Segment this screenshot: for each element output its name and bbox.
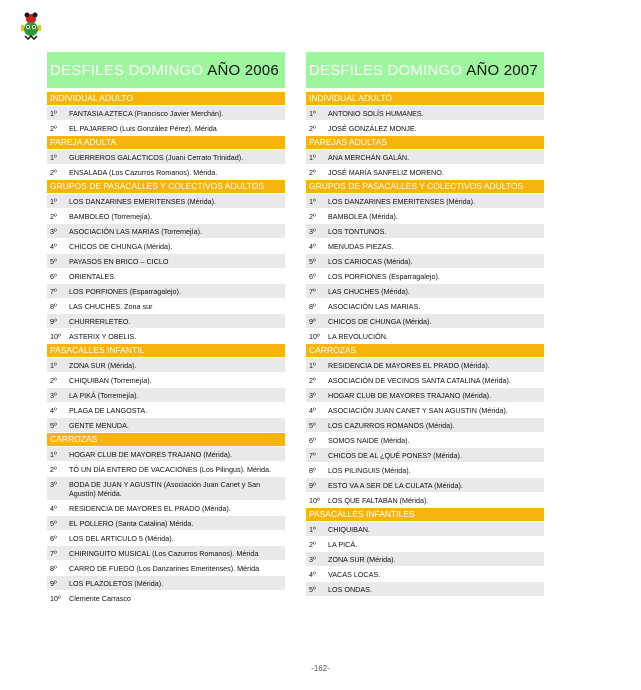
result-position: 4º bbox=[50, 406, 57, 415]
result-entry: TÓ UN DÍA ENTERO DE VACACIONES (Los Pilingus). Mérida. bbox=[69, 465, 271, 474]
result-row bbox=[47, 575, 285, 590]
result-row bbox=[47, 387, 285, 402]
result-position: 5º bbox=[309, 585, 316, 594]
section-heading: CARROZAS bbox=[306, 343, 544, 357]
result-row bbox=[47, 560, 285, 575]
result-entry: VACAS LOCAS. bbox=[328, 570, 381, 579]
result-entry: LOS TONTUNOS. bbox=[328, 227, 387, 236]
result-row bbox=[47, 590, 285, 605]
result-row bbox=[306, 387, 544, 402]
result-entry: ASOCIACIÓN JUAN CANET Y SAN AGUSTIN (Mérida). bbox=[328, 406, 508, 415]
result-position: 7º bbox=[50, 287, 57, 296]
section-heading: INDIVIDUAL ADULTO bbox=[306, 91, 544, 105]
result-entry: EL POLLERO (Santa Catalina) Mérida. bbox=[69, 519, 194, 528]
title-label: DESFILES DOMINGO bbox=[309, 61, 463, 79]
result-position: 2º bbox=[50, 168, 57, 177]
result-entry: LOS DANZARINES EMERITENSES (Mérida). bbox=[328, 197, 475, 206]
result-entry: PLAGA DE LANGOSTA. bbox=[69, 406, 148, 415]
result-row bbox=[47, 149, 285, 164]
result-entry: CARRO DE FUEGO (Los Danzarines Emeritenses). Mérida bbox=[69, 564, 260, 573]
title-year: AÑO 2007 bbox=[466, 61, 538, 79]
result-entry: ANA MERCHÁN GALÁN. bbox=[328, 153, 410, 162]
result-position: 3º bbox=[50, 480, 57, 489]
result-entry: JOSÉ GONZÁLEZ MONJE. bbox=[328, 124, 417, 133]
result-position: 2º bbox=[50, 124, 57, 133]
result-row bbox=[306, 372, 544, 387]
result-row bbox=[47, 545, 285, 560]
result-entry: LOS ONDAS. bbox=[328, 585, 372, 594]
result-position: 8º bbox=[309, 466, 316, 475]
result-entry: GENTE MENUDA. bbox=[69, 421, 129, 430]
results-column-2007 bbox=[306, 52, 544, 596]
result-position: 3º bbox=[309, 227, 316, 236]
result-position: 4º bbox=[309, 242, 316, 251]
title-label: DESFILES DOMINGO bbox=[50, 61, 204, 79]
result-row bbox=[306, 551, 544, 566]
result-entry: ASOCIACIÓN DE VECINOS SANTA CATALINA (Mérida). bbox=[328, 376, 511, 385]
result-row bbox=[47, 530, 285, 545]
result-entry: CHICOS DE CHUNGA (Mérida). bbox=[328, 317, 432, 326]
result-position: 5º bbox=[309, 257, 316, 266]
result-position: 1º bbox=[309, 153, 316, 162]
result-position: 1º bbox=[50, 450, 57, 459]
result-row bbox=[306, 477, 544, 492]
result-position: 10º bbox=[50, 332, 61, 341]
result-row bbox=[47, 164, 285, 179]
sections-list bbox=[306, 91, 544, 596]
result-entry: LOS CARIOCAS (Mérida). bbox=[328, 257, 413, 266]
result-position: 3º bbox=[309, 555, 316, 564]
result-position: 2º bbox=[309, 124, 316, 133]
results-column-2006 bbox=[47, 52, 285, 605]
result-row bbox=[47, 223, 285, 238]
result-entry: ANTONIO SOLÍS HUMANES. bbox=[328, 109, 424, 118]
section-heading: INDIVIDUAL ADULTO bbox=[47, 91, 285, 105]
result-row bbox=[47, 515, 285, 530]
result-row bbox=[306, 536, 544, 551]
result-row bbox=[47, 193, 285, 208]
section-heading: PAREJAS ADULTAS bbox=[306, 135, 544, 149]
result-entry: ZONA SUR (Mérida). bbox=[328, 555, 396, 564]
result-position: 7º bbox=[309, 451, 316, 460]
result-position: 1º bbox=[50, 197, 57, 206]
result-position: 7º bbox=[50, 549, 57, 558]
result-entry: BAMBOLEA (Mérida). bbox=[328, 212, 398, 221]
result-entry: HOGAR CLUB DE MAYORES TRAJANO (Mérida). bbox=[328, 391, 492, 400]
result-position: 4º bbox=[309, 570, 316, 579]
result-entry: LOS QUE FALTABAN (Mérida). bbox=[328, 496, 429, 505]
result-entry: RESIDENCIA DE MAYORES EL PRADO (Mérida). bbox=[69, 504, 231, 513]
result-position: 2º bbox=[309, 212, 316, 221]
result-entry: RESIDENCIA DE MAYORES EL PRADO (Mérida). bbox=[328, 361, 490, 370]
result-position: 6º bbox=[50, 534, 57, 543]
result-position: 2º bbox=[309, 168, 316, 177]
result-row bbox=[47, 446, 285, 461]
result-entry: CHIRINGUITO MUSICAL (Los Cazurros Romanos). Mérida bbox=[69, 549, 259, 558]
sections-list bbox=[47, 91, 285, 605]
result-row bbox=[306, 283, 544, 298]
result-entry: MENUDAS PIEZAS. bbox=[328, 242, 394, 251]
result-entry: LOS DANZARINES EMERITENSES (Mérida). bbox=[69, 197, 216, 206]
result-position: 3º bbox=[309, 391, 316, 400]
result-position: 2º bbox=[309, 540, 316, 549]
result-position: 1º bbox=[309, 109, 316, 118]
result-row bbox=[306, 238, 544, 253]
result-row bbox=[306, 462, 544, 477]
result-entry: HOGAR CLUB DE MAYORES TRAJANO (Mérida). bbox=[69, 450, 233, 459]
result-entry: BAMBOLEO (Torremejía). bbox=[69, 212, 153, 221]
result-entry: CHURRERLETEO. bbox=[69, 317, 131, 326]
result-position: 1º bbox=[309, 525, 316, 534]
result-row bbox=[306, 253, 544, 268]
result-row bbox=[306, 417, 544, 432]
result-row bbox=[47, 253, 285, 268]
result-entry: EL PAJARERO (Luis González Pérez). Mérida bbox=[69, 124, 217, 133]
result-row bbox=[47, 298, 285, 313]
result-entry: PAYASOS EN BRICO – CICLO bbox=[69, 257, 169, 266]
result-row bbox=[306, 193, 544, 208]
title-year: AÑO 2006 bbox=[207, 61, 279, 79]
result-position: 8º bbox=[309, 302, 316, 311]
result-row bbox=[47, 328, 285, 343]
section-heading: CARROZAS bbox=[47, 432, 285, 446]
result-position: 1º bbox=[309, 197, 316, 206]
result-entry: Clemente Carrasco bbox=[69, 594, 131, 603]
result-entry: LA PIKÁ (Torremejía). bbox=[69, 391, 139, 400]
result-row bbox=[306, 492, 544, 507]
result-position: 9º bbox=[309, 317, 316, 326]
result-row bbox=[47, 417, 285, 432]
result-entry: LA REVOLUCIÓN. bbox=[328, 332, 388, 341]
result-position: 9º bbox=[309, 481, 316, 490]
result-position: 3º bbox=[50, 391, 57, 400]
carnival-mascot-icon bbox=[18, 10, 44, 40]
result-entry: LOS PILINGUIS (Mérida). bbox=[328, 466, 411, 475]
result-row bbox=[306, 402, 544, 417]
result-position: 2º bbox=[50, 376, 57, 385]
section-heading: PASACALLES INFANTILES bbox=[306, 507, 544, 521]
result-row bbox=[306, 581, 544, 596]
result-position: 8º bbox=[50, 564, 57, 573]
result-row bbox=[47, 500, 285, 515]
result-entry: BODA DE JUAN Y AGUSTIN (Asociación Juan Canet y San Agustín) Mérida. bbox=[69, 480, 261, 498]
result-row bbox=[306, 149, 544, 164]
result-position: 1º bbox=[50, 153, 57, 162]
result-entry: LOS CAZURROS ROMANOS (Mérida). bbox=[328, 421, 455, 430]
result-row bbox=[47, 313, 285, 328]
result-position: 2º bbox=[309, 376, 316, 385]
result-position: 9º bbox=[50, 317, 57, 326]
result-row bbox=[47, 268, 285, 283]
result-row bbox=[47, 238, 285, 253]
result-entry: FANTASIA AZTECA (Francisco Javier Merchán). bbox=[69, 109, 224, 118]
result-entry: ESTO VA A SER DE LA CULATA (Mérida). bbox=[328, 481, 463, 490]
result-row bbox=[306, 566, 544, 581]
section-heading: PAREJA ADULTA bbox=[47, 135, 285, 149]
result-entry: CHICOS DE CHUNGA (Mérida). bbox=[69, 242, 173, 251]
result-row bbox=[306, 298, 544, 313]
result-position: 10º bbox=[50, 594, 61, 603]
result-row bbox=[306, 447, 544, 462]
section-heading: GRUPOS DE PASACALLES Y COLECTIVOS ADULTOS bbox=[47, 179, 285, 193]
result-entry: SOMOS NAIDE (Mérida). bbox=[328, 436, 410, 445]
result-position: 1º bbox=[309, 361, 316, 370]
result-entry: LAS CHUCHES. Zona sur bbox=[69, 302, 153, 311]
result-position: 2º bbox=[50, 212, 57, 221]
result-entry: LOS PORFIONES (Esparragalejo). bbox=[328, 272, 440, 281]
result-row bbox=[306, 521, 544, 536]
result-entry: ENSALADA (Los Cazurros Romanos). Mérida. bbox=[69, 168, 218, 177]
result-row bbox=[306, 208, 544, 223]
result-position: 4º bbox=[50, 504, 57, 513]
page-number: -162- bbox=[311, 664, 330, 673]
result-position: 5º bbox=[50, 519, 57, 528]
result-row bbox=[47, 208, 285, 223]
result-position: 9º bbox=[50, 579, 57, 588]
result-position: 5º bbox=[50, 257, 57, 266]
result-row bbox=[306, 432, 544, 447]
result-row bbox=[47, 372, 285, 387]
result-entry: CHICOS DE AL ¿QUÉ PONES? (Mérida). bbox=[328, 451, 462, 460]
result-position: 5º bbox=[309, 421, 316, 430]
result-row bbox=[306, 268, 544, 283]
result-entry: CHIQUIBAN (Torremejía). bbox=[69, 376, 152, 385]
result-entry: LAS CHUCHES (Mérida). bbox=[328, 287, 410, 296]
result-row bbox=[47, 105, 285, 120]
result-position: 4º bbox=[50, 242, 57, 251]
result-row bbox=[306, 105, 544, 120]
result-position: 6º bbox=[50, 272, 57, 281]
result-row bbox=[47, 476, 285, 500]
result-row bbox=[47, 120, 285, 135]
result-position: 1º bbox=[50, 109, 57, 118]
result-position: 1º bbox=[50, 361, 57, 370]
result-row bbox=[47, 283, 285, 298]
result-row bbox=[306, 164, 544, 179]
result-entry: ORIENTALES. bbox=[69, 272, 116, 281]
column-title bbox=[306, 52, 544, 88]
result-row bbox=[306, 357, 544, 372]
result-entry: ASTERIX Y OBELIS. bbox=[69, 332, 137, 341]
column-title bbox=[47, 52, 285, 88]
result-position: 2º bbox=[50, 465, 57, 474]
result-entry: LA PICÁ. bbox=[328, 540, 358, 549]
result-row bbox=[47, 357, 285, 372]
result-row bbox=[306, 328, 544, 343]
section-heading: PASACALLES INFANTIL bbox=[47, 343, 285, 357]
result-position: 5º bbox=[50, 421, 57, 430]
result-entry: ZONA SUR (Mérida). bbox=[69, 361, 137, 370]
result-row bbox=[47, 402, 285, 417]
result-entry: JOSÉ MARÍA SANFELIZ MORENO. bbox=[328, 168, 444, 177]
result-row bbox=[306, 313, 544, 328]
result-row bbox=[306, 120, 544, 135]
result-entry: LOS PLAZOLETOS (Mérida). bbox=[69, 579, 164, 588]
result-row bbox=[306, 223, 544, 238]
result-position: 7º bbox=[309, 287, 316, 296]
result-position: 8º bbox=[50, 302, 57, 311]
result-position: 10º bbox=[309, 496, 320, 505]
result-position: 3º bbox=[50, 227, 57, 236]
result-entry: GUERREROS GALACTICOS (Juani Cerrato Trinidad). bbox=[69, 153, 244, 162]
result-position: 6º bbox=[309, 436, 316, 445]
result-position: 4º bbox=[309, 406, 316, 415]
result-entry: ASOCIACIÓN LAS MARIAS. bbox=[328, 302, 421, 311]
result-position: 10º bbox=[309, 332, 320, 341]
section-heading: GRUPOS DE PASACALLES Y COLECTIVOS ADULTOS bbox=[306, 179, 544, 193]
result-entry: CHIQUIBAN. bbox=[328, 525, 370, 534]
result-row bbox=[47, 461, 285, 476]
result-position: 6º bbox=[309, 272, 316, 281]
result-entry: ASOCIACIÓN LAS MARIAS (Torremejía). bbox=[69, 227, 202, 236]
result-entry: LOS DEL ARTICULO 5 (Mérida). bbox=[69, 534, 174, 543]
result-entry: LOS PORFIONES (Esparragalejo). bbox=[69, 287, 181, 296]
